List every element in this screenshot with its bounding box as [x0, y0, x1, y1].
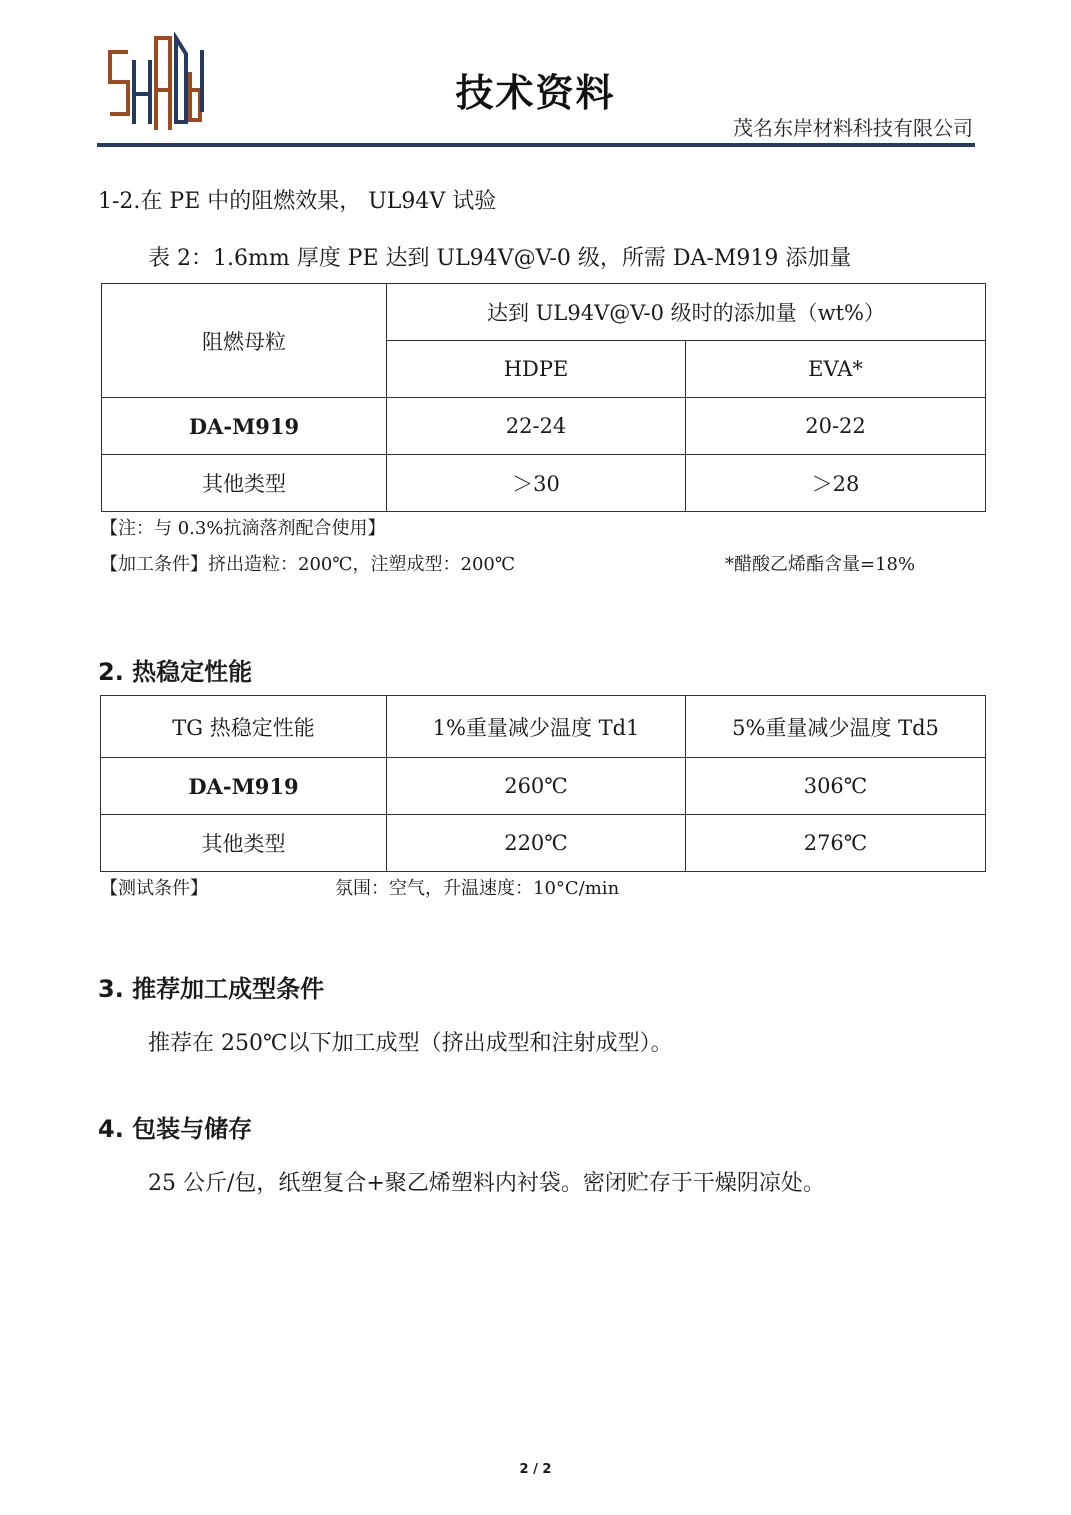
section-1-2-heading: 1-2.在 PE 中的阻燃效果， UL94V 试验	[98, 189, 497, 214]
td5-value-cell: 276℃	[686, 815, 986, 872]
page-number: 2 / 2	[519, 1462, 552, 1477]
table-row	[102, 455, 986, 512]
td5-value-cell: 306℃	[686, 758, 986, 815]
product-name-cell: DA-M919	[102, 398, 387, 455]
company-name: 茂名东岸材料科技有限公司	[733, 116, 973, 140]
eva-header-cell: EVA*	[686, 341, 986, 398]
flame-retardant-table	[101, 283, 986, 512]
processing-conditions: 【加工条件】挤出造粒：200℃，注塑成型：200℃	[100, 554, 515, 575]
td1-header-cell: 1%重量减少温度 Td1	[387, 696, 686, 758]
tg-header-cell: TG 热稳定性能	[101, 696, 387, 758]
hdpe-header-cell: HDPE	[387, 341, 686, 398]
eva-footnote: *醋酸乙烯酯含量=18%	[725, 554, 916, 575]
group-header-cell: 达到 UL94V@V-0 级时的添加量（wt%）	[387, 284, 986, 341]
product-name-cell: 其他类型	[102, 455, 387, 512]
eva-value-cell: 20-22	[686, 398, 986, 455]
section-4-heading: 4. 包装与储存	[98, 1115, 253, 1143]
header-rule	[97, 143, 975, 147]
td1-value-cell: 260℃	[387, 758, 686, 815]
td5-header-cell: 5%重量减少温度 Td5	[686, 696, 986, 758]
table-2-caption: 表 2：1.6mm 厚度 PE 达到 UL94V@V-0 级，所需 DA-M919 添加量	[148, 246, 852, 271]
table-row	[101, 758, 986, 815]
hdpe-value-cell: 22-24	[387, 398, 686, 455]
table-row	[102, 398, 986, 455]
table-row	[101, 815, 986, 872]
td1-value-cell: 220℃	[387, 815, 686, 872]
section-3-heading: 3. 推荐加工成型条件	[98, 975, 325, 1003]
test-conditions-label: 【测试条件】	[100, 878, 208, 899]
section-2-heading: 2. 热稳定性能	[98, 658, 253, 686]
eva-value-cell: ＞28	[686, 455, 986, 512]
row-header-cell: 阻燃母粒	[102, 284, 387, 398]
product-name-cell: DA-M919	[101, 758, 387, 815]
test-conditions: 氛围：空气，升温速度：10°C/min	[335, 878, 620, 899]
thermal-stability-table	[100, 695, 986, 872]
section-3-text: 推荐在 250℃以下加工成型（挤出成型和注射成型）。	[148, 1031, 673, 1056]
document-title: 技术资料	[455, 71, 616, 115]
product-name-cell: 其他类型	[101, 815, 387, 872]
section-4-text: 25 公斤/包，纸塑复合+聚乙烯塑料内衬袋。密闭贮存于干燥阴凉处。	[148, 1171, 825, 1196]
hdpe-value-cell: ＞30	[387, 455, 686, 512]
anti-drip-note: 【注：与 0.3%抗滴落剂配合使用】	[100, 518, 386, 539]
